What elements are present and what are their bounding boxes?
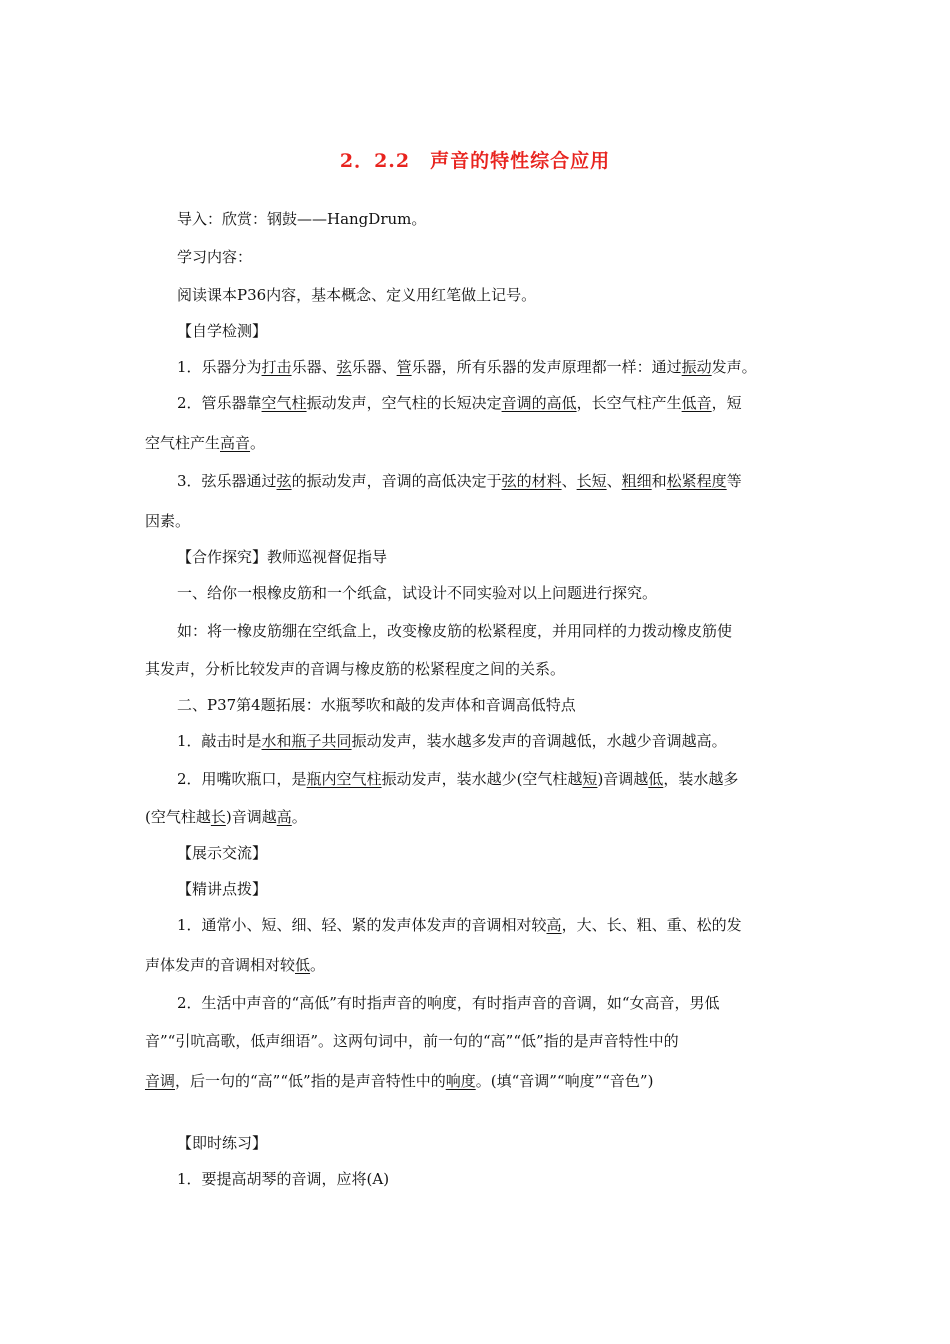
practice-q1: 1．要提高胡琴的音调，应将(A) [177,1170,390,1188]
cooperate-part1: 一、给你一根橡皮筋和一个纸盒，试设计不同实验对以上问题进行探究。 [177,584,658,602]
answer-blank: 粗细 [621,472,652,490]
answer-blank: 松紧程度 [666,472,727,490]
answer-blank: 瓶内空气柱 [306,770,382,788]
answer-blank: 弦的材料 [501,472,562,490]
answer-blank: 音调 [145,1072,176,1090]
answer-blank: 管 [396,358,412,376]
answer-blank: 高音 [220,434,251,452]
answer-blank: 高 [546,916,562,934]
answer-blank: 高 [276,808,292,826]
intro-line: 导入：欣赏：钢鼓——HangDrum。 [177,210,427,228]
answer-blank: 空气柱 [261,394,307,412]
answer-blank: 水和瓶子共同 [261,732,352,750]
answer-blank: 音调的高低 [501,394,577,412]
answer-blank: 弦 [276,472,292,490]
answer-blank: 低 [295,956,311,974]
cooperate-b2-line2: (空气柱越长)音调越高。 [145,808,307,826]
explain-e2-line2: 音”“引吭高歌，低声细语”。这两句词中，前一句的“高”“低”指的是声音特性中的 [145,1032,679,1050]
self-test-q3-line2: 因素。 [145,512,191,530]
answer-blank: 打击 [261,358,292,376]
cooperate-b2-line1: 2．用嘴吹瓶口，是瓶内空气柱振动发声，装水越少(空气柱越短)音调越低，装水越多 [177,770,739,788]
self-test-q2-line2: 空气柱产生高音。 [145,434,266,452]
answer-blank: 振动 [681,358,712,376]
page-title: 2．2.2 声音的特性综合应用 [339,150,611,172]
explain-heading: 【精讲点拨】 [177,880,268,898]
show-heading: 【展示交流】 [177,844,268,862]
answer-blank: 弦 [336,358,352,376]
answer-blank: 短 [582,770,598,788]
self-test-q3-line1: 3．弦乐器通过弦的振动发声，音调的高低决定于弦的材料、长短、粗细和松紧程度等 [177,472,742,490]
self-test-q2-line1: 2．管乐器靠空气柱振动发声，空气柱的长短决定音调的高低，长空气柱产生低音，短 [177,394,742,412]
explain-e1-line1: 1．通常小、短、细、轻、紧的发声体发声的音调相对较高，大、长、粗、重、松的发 [177,916,742,934]
explain-e1-line2: 声体发声的音调相对较低。 [145,956,326,974]
answer-blank: 长 [210,808,226,826]
learn-label: 学习内容： [177,248,253,266]
cooperate-example-line1: 如：将一橡皮筋绷在空纸盒上，改变橡皮筋的松紧程度，并用同样的力拨动橡皮筋使 [177,622,733,640]
cooperate-heading: 【合作探究】教师巡视督促指导 [177,548,388,566]
self-test-heading: 【自学检测】 [177,322,268,340]
explain-e2-line3: 音调，后一句的“高”“低”指的是声音特性中的响度。(填“音调”“响度”“音色”) [145,1072,654,1090]
answer-blank: 低 [648,770,664,788]
practice-heading: 【即时练习】 [177,1134,268,1152]
answer-blank: 响度 [445,1072,476,1090]
cooperate-b1: 1．敲击时是水和瓶子共同振动发声，装水越多发声的音调越低，水越少音调越高。 [177,732,727,750]
answer-blank: 低音 [681,394,712,412]
read-instruction: 阅读课本P36内容，基本概念、定义用红笔做上记号。 [177,286,537,304]
cooperate-example-line2: 其发声，分析比较发声的音调与橡皮筋的松紧程度之间的关系。 [145,660,566,678]
answer-blank: 长短 [576,472,607,490]
explain-e2-line1: 2．生活中声音的“高低”有时指声音的响度，有时指声音的音调，如“女高音，男低 [177,994,720,1012]
self-test-q1: 1．乐器分为打击乐器、弦乐器、管乐器，所有乐器的发声原理都一样：通过振动发声。 [177,358,757,376]
cooperate-part2: 二、P37第4题拓展：水瓶琴吹和敲的发声体和音调高低特点 [177,696,576,714]
